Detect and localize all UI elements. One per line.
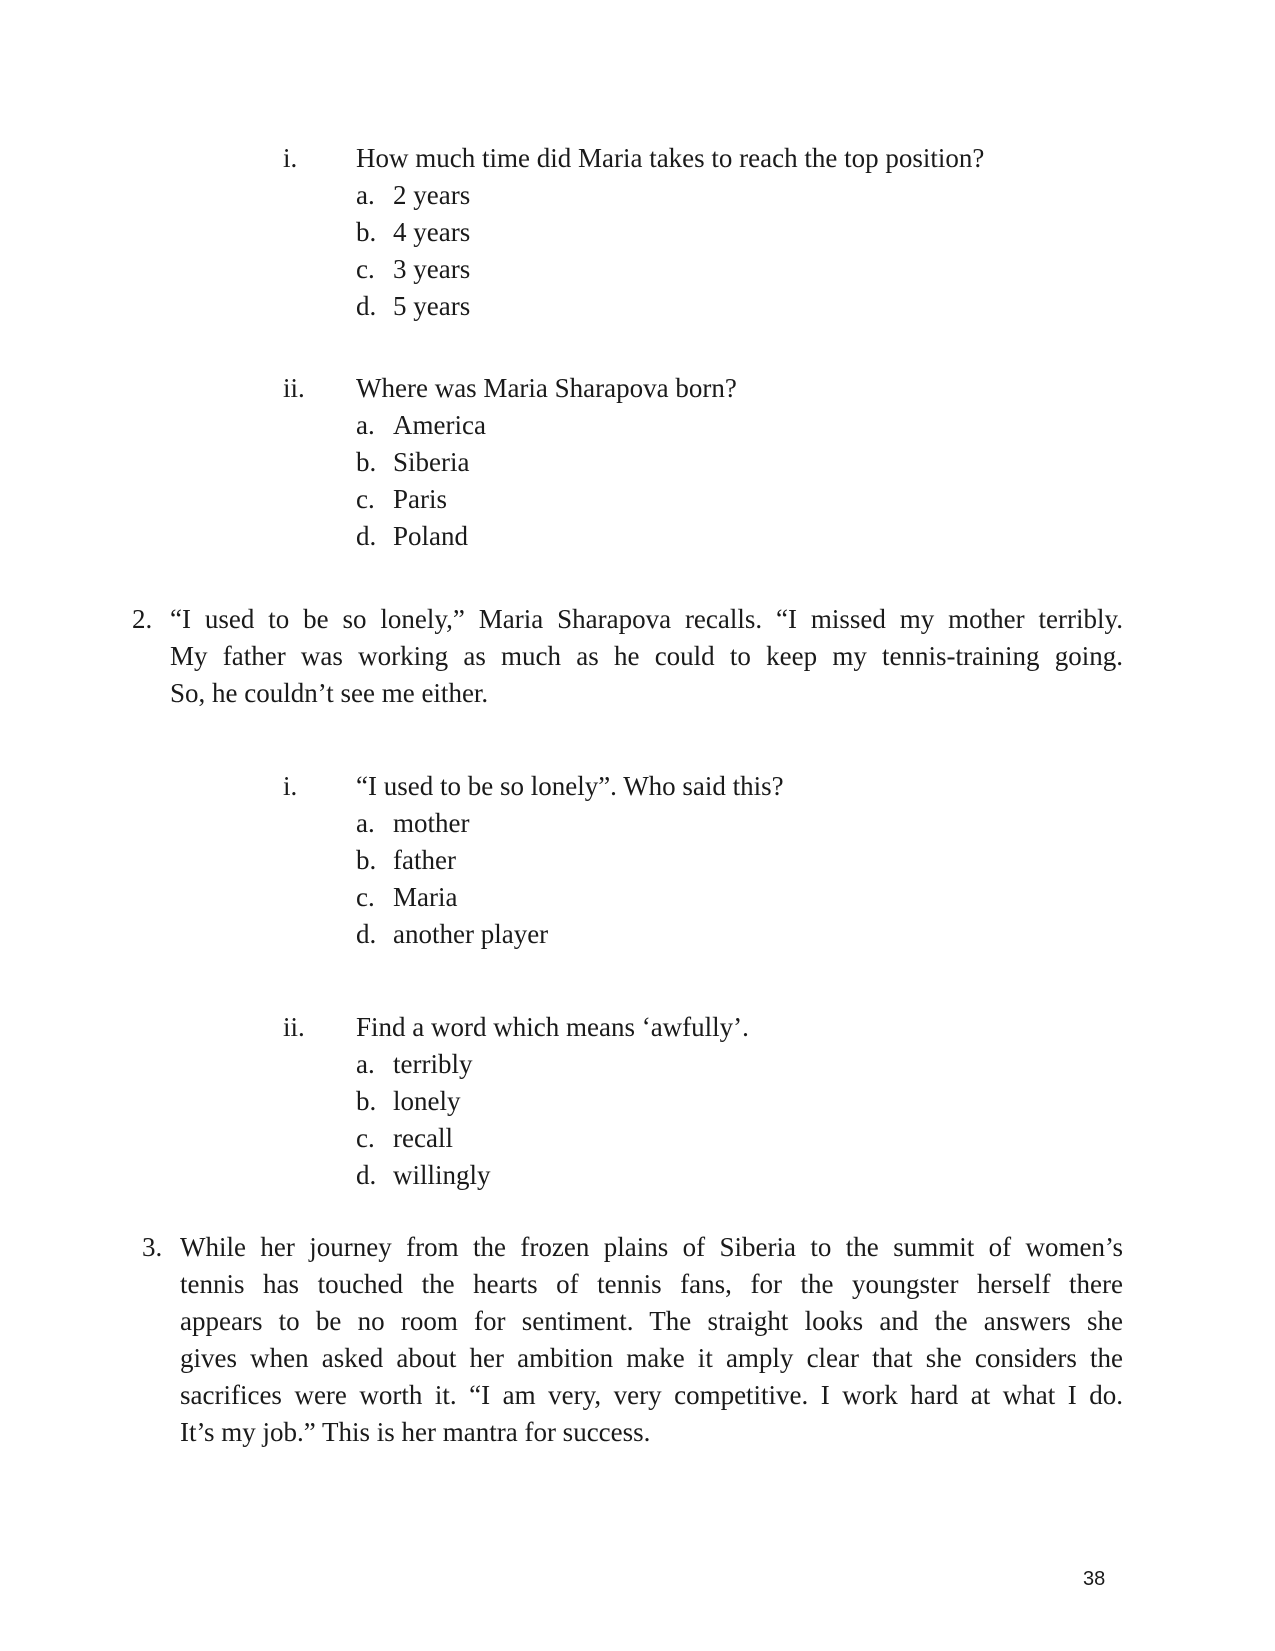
- option-text: Paris: [393, 484, 447, 514]
- passage-number: 2.: [132, 604, 153, 634]
- question-number: i.: [283, 771, 298, 801]
- option-text: Maria: [393, 882, 458, 912]
- option-text: Siberia: [393, 447, 470, 477]
- passage-number: 3.: [142, 1232, 163, 1262]
- option-text: 4 years: [393, 217, 471, 247]
- option-text: terribly: [393, 1049, 473, 1079]
- option-letter: b.: [356, 217, 377, 247]
- question-text: Where was Maria Sharapova born?: [356, 373, 737, 403]
- option-letter: d.: [356, 521, 377, 551]
- option-text: Poland: [393, 521, 469, 551]
- option-text: 2 years: [393, 180, 471, 210]
- option-letter: c.: [356, 882, 375, 912]
- option-text: mother: [393, 808, 470, 838]
- option-letter: c.: [356, 254, 375, 284]
- passage-line: appears to be no room for sentiment. The straight looks and the answers she: [180, 1306, 1123, 1336]
- option-letter: a.: [356, 1049, 375, 1079]
- question-text: “I used to be so lonely”. Who said this?: [356, 771, 784, 801]
- option-text: recall: [393, 1123, 453, 1153]
- option-text: 3 years: [393, 254, 471, 284]
- option-letter: b.: [356, 1086, 377, 1116]
- option-letter: a.: [356, 808, 375, 838]
- option-text: willingly: [393, 1160, 491, 1190]
- option-letter: c.: [356, 484, 375, 514]
- option-letter: b.: [356, 845, 377, 875]
- option-letter: c.: [356, 1123, 375, 1153]
- question-number: ii.: [283, 373, 305, 403]
- option-letter: d.: [356, 291, 377, 321]
- option-text: 5 years: [393, 291, 471, 321]
- passage-line: gives when asked about her ambition make it amply clear that she considers the: [180, 1343, 1123, 1373]
- page-number: 38: [1083, 1568, 1106, 1590]
- passage-line: It’s my job.” This is her mantra for success.: [180, 1417, 651, 1447]
- passage-line: “I used to be so lonely,” Maria Sharapova recalls. “I missed my mother terribly.: [170, 604, 1123, 634]
- option-letter: a.: [356, 180, 375, 210]
- passage-line: So, he couldn’t see me either.: [170, 678, 489, 708]
- option-letter: b.: [356, 447, 377, 477]
- option-text: another player: [393, 919, 549, 949]
- option-letter: d.: [356, 919, 377, 949]
- passage-line: tennis has touched the hearts of tennis fans, for the youngster herself there: [180, 1269, 1123, 1299]
- question-number: i.: [283, 143, 298, 173]
- option-letter: d.: [356, 1160, 377, 1190]
- passage-line: sacrifices were worth it. “I am very, very competitive. I work hard at what I do.: [180, 1380, 1123, 1410]
- question-number: ii.: [283, 1012, 305, 1042]
- passage-line: My father was working as much as he could to keep my tennis-training going.: [170, 641, 1123, 671]
- question-text: How much time did Maria takes to reach the top position?: [356, 143, 985, 173]
- option-text: America: [393, 410, 486, 440]
- question-text: Find a word which means ‘awfully’.: [356, 1012, 749, 1042]
- option-letter: a.: [356, 410, 375, 440]
- option-text: father: [393, 845, 456, 875]
- passage-line: While her journey from the frozen plains of Siberia to the summit of women’s: [180, 1232, 1123, 1262]
- option-text: lonely: [393, 1086, 461, 1116]
